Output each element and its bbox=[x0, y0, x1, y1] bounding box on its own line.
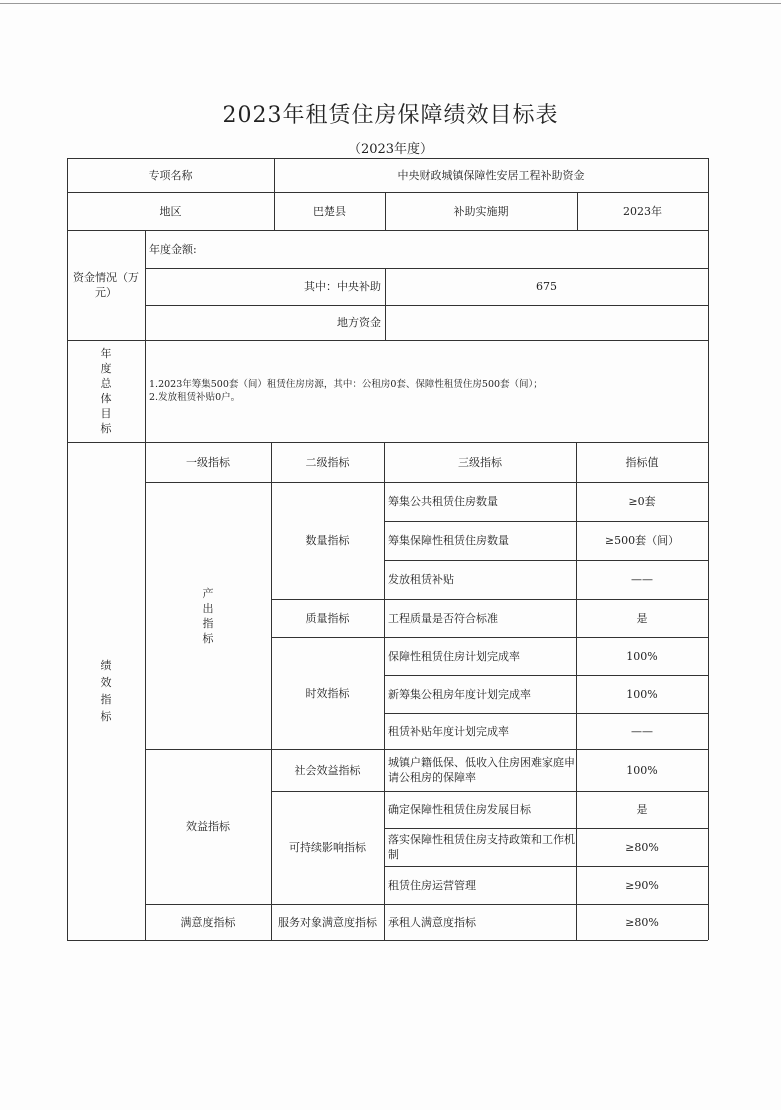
indicator-value: —— bbox=[631, 724, 653, 738]
header-level1: 一级指标 bbox=[186, 455, 230, 469]
grid-line bbox=[384, 521, 708, 522]
grid-line bbox=[145, 749, 708, 750]
grid-line bbox=[384, 828, 708, 829]
indicator-name: 确定保障性租赁住房发展目标 bbox=[388, 803, 531, 816]
period-label: 补助实施期 bbox=[453, 204, 509, 218]
grid-line bbox=[67, 940, 708, 941]
annual-goal-label-text: 年度总体目标 bbox=[100, 347, 112, 435]
header-value: 指标值 bbox=[625, 455, 659, 469]
funds-central-label: 其中：中央补助 bbox=[304, 280, 381, 293]
indicator-value: 100% bbox=[626, 649, 658, 663]
benefit-indicator-label: 效益指标 bbox=[186, 820, 230, 833]
indicator-name: 落实保障性租赁住房支持政策和工作机制 bbox=[388, 833, 575, 861]
grid-line bbox=[271, 637, 708, 638]
indicator-value: 是 bbox=[636, 803, 648, 816]
output-indicator-label bbox=[145, 482, 271, 749]
grid-line bbox=[145, 904, 708, 905]
sustainability-indicator: 可持续影响指标 bbox=[289, 841, 366, 854]
grid-line bbox=[384, 675, 708, 676]
service-satisfaction-indicator: 服务对象满意度指标 bbox=[278, 915, 377, 929]
indicator-name: 租赁补贴年度计划完成率 bbox=[388, 724, 509, 738]
indicator-value: ≥0套 bbox=[628, 495, 656, 508]
header-level3: 三级指标 bbox=[458, 455, 502, 469]
grid-line bbox=[385, 192, 386, 230]
funds-local-value bbox=[385, 305, 708, 340]
indicator-name: 工程质量是否符合标准 bbox=[388, 611, 498, 625]
grid-line bbox=[384, 866, 708, 867]
grid-line bbox=[271, 791, 708, 792]
page-title: 2023年租赁住房保障绩效目标表 bbox=[222, 103, 559, 128]
indicator-value: 100% bbox=[626, 687, 658, 701]
grid-line bbox=[708, 158, 709, 940]
grid-line bbox=[385, 268, 386, 340]
period-value: 2023年 bbox=[623, 204, 662, 218]
grid-line bbox=[67, 158, 68, 940]
indicator-value: —— bbox=[631, 573, 653, 586]
annual-goal-label bbox=[67, 340, 145, 442]
grid-line bbox=[577, 192, 578, 230]
annual-goal-text: 1.2023年筹集500套（间）租赁住房房源，其中：公租房0套、保障性租赁住房500套（间）； 2.发放租赁补贴0户。 bbox=[149, 379, 543, 403]
output-indicator-text: 产出指标 bbox=[202, 586, 214, 645]
grid-line bbox=[384, 713, 708, 714]
grid-line bbox=[274, 158, 275, 230]
grid-line bbox=[271, 442, 272, 940]
grid-line bbox=[145, 230, 146, 940]
grid-line bbox=[145, 305, 708, 306]
indicator-value: 是 bbox=[636, 611, 648, 625]
grid-line bbox=[145, 268, 708, 269]
quality-indicator: 质量指标 bbox=[305, 611, 350, 625]
grid-line bbox=[67, 158, 708, 159]
indicator-value: ≥500套（间） bbox=[604, 534, 680, 547]
indicator-name: 承租人满意度指标 bbox=[388, 915, 476, 929]
timeliness-indicator: 时效指标 bbox=[305, 686, 350, 700]
grid-line bbox=[67, 230, 708, 231]
header-level2: 二级指标 bbox=[305, 455, 350, 469]
grid-line bbox=[271, 599, 708, 600]
region-label: 地区 bbox=[159, 204, 182, 218]
scan-edge-top bbox=[0, 3, 781, 4]
satisfaction-indicator-label: 满意度指标 bbox=[180, 915, 236, 929]
indicator-name: 租赁住房运营管理 bbox=[388, 878, 476, 892]
project-value: 中央财政城镇保障性安居工程补助资金 bbox=[397, 168, 585, 182]
region-value: 巴楚县 bbox=[313, 204, 346, 218]
indicator-value: ≥80% bbox=[625, 915, 659, 929]
indicator-value: 100% bbox=[626, 763, 658, 777]
indicator-name: 保障性租赁住房计划完成率 bbox=[388, 649, 520, 663]
indicator-name: 发放租赁补贴 bbox=[388, 573, 454, 586]
indicator-name: 筹集公共租赁住房数量 bbox=[388, 495, 498, 508]
performance-label bbox=[67, 442, 145, 940]
project-label: 专项名称 bbox=[148, 168, 193, 182]
grid-line bbox=[384, 560, 708, 561]
performance-label-text: 绩效指标 bbox=[100, 659, 112, 723]
funds-annual-label: 年度金额: bbox=[149, 242, 197, 256]
page-subtitle: （2023年度） bbox=[347, 142, 434, 157]
grid-line bbox=[145, 482, 708, 483]
indicator-value: ≥90% bbox=[625, 878, 659, 892]
funds-label: 资金情况（万元） bbox=[73, 271, 139, 299]
funds-local-label: 地方资金 bbox=[337, 316, 381, 329]
grid-line bbox=[67, 340, 708, 341]
grid-line bbox=[67, 442, 708, 443]
quantity-indicator: 数量指标 bbox=[305, 534, 350, 547]
indicator-name: 筹集保障性租赁住房数量 bbox=[388, 534, 509, 547]
social-benefit-indicator: 社会效益指标 bbox=[294, 763, 361, 777]
funds-central-value: 675 bbox=[536, 280, 557, 293]
indicator-value: ≥80% bbox=[625, 840, 659, 854]
grid-line bbox=[67, 192, 708, 193]
indicator-name: 城镇户籍低保、低收入住房困难家庭申请公租房的保障率 bbox=[388, 756, 575, 784]
indicator-name: 新筹集公租房年度计划完成率 bbox=[388, 687, 531, 701]
